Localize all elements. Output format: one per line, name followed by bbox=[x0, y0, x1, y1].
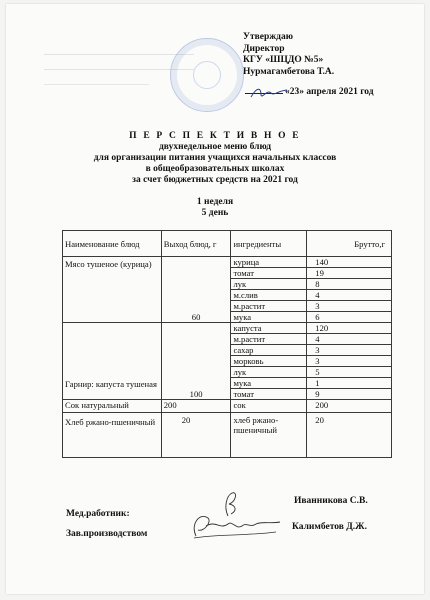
table-row bbox=[63, 400, 392, 413]
heading-block bbox=[0, 131, 430, 219]
ingredient-brutto: 4 bbox=[307, 290, 392, 301]
table-row bbox=[63, 413, 392, 458]
ingredient-name: капуста bbox=[231, 323, 307, 334]
week-label: 1 неделя bbox=[196, 197, 234, 207]
ingredient-brutto: 4 bbox=[307, 334, 392, 345]
ingredient-brutto: 8 bbox=[307, 279, 392, 290]
chef-name: Калимбетов Д.Ж. bbox=[292, 522, 367, 532]
approval-organization: КГУ «ШЦДО №5» bbox=[243, 55, 324, 65]
ingredient-name: мука bbox=[231, 378, 307, 389]
dish-name: Хлеб ржано-пшеничный bbox=[63, 413, 162, 458]
dish-output: 100 bbox=[161, 323, 231, 400]
day-label: 5 день bbox=[201, 208, 229, 218]
ingredient-brutto: 1 bbox=[307, 378, 392, 389]
chef-label: Зав.производством bbox=[66, 529, 148, 539]
ingredient-brutto: 20 bbox=[307, 413, 392, 458]
approval-director-name: Нурмагамбетова Т.А. bbox=[243, 66, 335, 77]
medic-label: Мед.работник: bbox=[66, 509, 130, 519]
ingredient-name: лук bbox=[231, 279, 307, 290]
column-header: Наименование блюд bbox=[63, 231, 162, 257]
ingredient-name: лук bbox=[231, 367, 307, 378]
dish-name: Гарнир: капуста тушеная bbox=[63, 323, 162, 400]
medic-name: Иванникова С.В. bbox=[294, 496, 368, 506]
ingredient-name: хлеб ржано-пшеничный bbox=[231, 413, 307, 458]
document-title: П Е Р С П Е К Т И В Н О Е bbox=[129, 131, 301, 141]
ingredient-name: мука bbox=[231, 312, 307, 323]
table-header-row bbox=[63, 231, 392, 257]
dish-output: 20 bbox=[161, 413, 231, 458]
official-stamp bbox=[170, 38, 244, 112]
approval-date-line bbox=[245, 87, 420, 97]
dish-output: 200 bbox=[161, 400, 231, 413]
ingredient-name: морковь bbox=[231, 356, 307, 367]
ingredient-brutto: 3 bbox=[307, 356, 392, 367]
dish-name: Мясо тушеное (курица) bbox=[63, 257, 162, 323]
column-header: ингредиенты bbox=[231, 231, 307, 257]
ingredient-brutto: 200 bbox=[307, 400, 392, 413]
ingredient-brutto: 3 bbox=[307, 301, 392, 312]
ingredient-name: курица bbox=[231, 257, 307, 268]
table-row bbox=[63, 323, 392, 334]
chef-signature bbox=[186, 508, 282, 542]
menu-table bbox=[62, 230, 392, 458]
ingredient-name: м.растит bbox=[231, 301, 307, 312]
heading-line-3: для организации питания учащихся начальных классов bbox=[93, 153, 337, 163]
ingredient-name: м.слив bbox=[231, 290, 307, 301]
ingredient-name: м.растит bbox=[231, 334, 307, 345]
ingredient-name: томат bbox=[231, 389, 307, 400]
ingredient-name: сок bbox=[231, 400, 307, 413]
column-header: Выход блюд, г bbox=[161, 231, 231, 257]
dish-name: Сок натуральный bbox=[63, 400, 162, 413]
ingredient-name: сахар bbox=[231, 345, 307, 356]
dish-output: 60 bbox=[161, 257, 231, 323]
director-signature bbox=[249, 85, 289, 101]
approval-block bbox=[243, 32, 413, 78]
column-header: Брутто,г bbox=[307, 231, 392, 257]
table-row bbox=[63, 257, 392, 268]
ingredient-name: томат bbox=[231, 268, 307, 279]
heading-line-5: за счет бюджетных средств на 2021 год bbox=[132, 175, 298, 185]
heading-line-4: в общеобразовательных школах bbox=[145, 164, 285, 174]
approval-date: «23» апреля 2021 год bbox=[285, 87, 374, 97]
ingredient-brutto: 140 bbox=[307, 257, 392, 268]
director-signature-line bbox=[245, 93, 283, 94]
approval-position: Директор bbox=[243, 43, 285, 54]
ingredient-brutto: 120 bbox=[307, 323, 392, 334]
heading-line-2: двухнедельное меню блюд bbox=[158, 142, 272, 152]
ingredient-brutto: 3 bbox=[307, 345, 392, 356]
ingredient-brutto: 19 bbox=[307, 268, 392, 279]
ingredient-brutto: 5 bbox=[307, 367, 392, 378]
ingredient-brutto: 9 bbox=[307, 389, 392, 400]
ingredient-brutto: 6 bbox=[307, 312, 392, 323]
approval-line: Утверждаю bbox=[243, 32, 293, 42]
